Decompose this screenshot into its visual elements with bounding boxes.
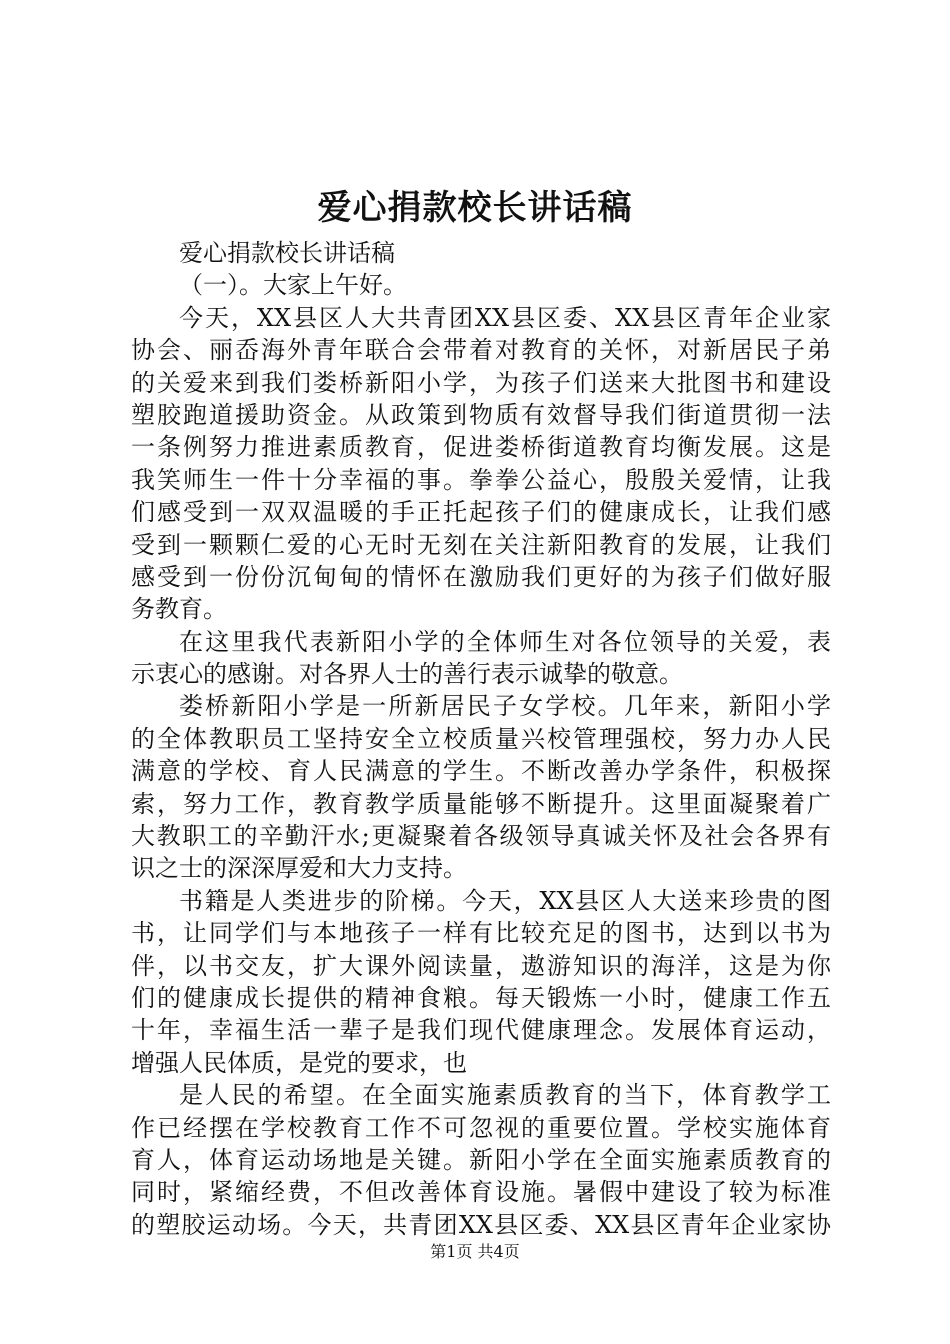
text-line: 同时，紧缩经费，不但改善体育设施。暑假中建设了较为标准	[131, 1178, 831, 1207]
text-line: 今天，XX县区人大共青团XX县区委、XX县区青年企业家	[179, 303, 831, 332]
text-line: 一条例努力推进素质教育，促进娄桥街道教育均衡发展。这是	[131, 433, 831, 462]
text-line: 增强人民体质，是党的要求，也	[131, 1048, 467, 1077]
text-line: 满意的学校、育人民满意的学生。不断改善办学条件，积极探	[131, 757, 831, 786]
text-line: 十年，幸福生活一辈子是我们现代健康理念。发展体育运动，	[131, 1016, 831, 1045]
text-line: 是人民的希望。在全面实施素质教育的当下，体育教学工	[179, 1081, 831, 1110]
text-line: 爱心捐款校长讲话稿	[179, 239, 395, 267]
text-line: 娄桥新阳小学是一所新居民子女学校。几年来，新阳小学	[179, 692, 831, 721]
text-line: 识之士的深深厚爱和大力支持。	[131, 854, 467, 883]
page-title: 爱心捐款校长讲话稿	[317, 188, 633, 228]
text-line: 书，让同学们与本地孩子一样有比较充足的图书，达到以书为	[131, 919, 831, 948]
text-line: 作已经摆在学校教育工作不可忽视的重要位置。学校实施体育	[131, 1113, 831, 1142]
text-line: 大教职工的辛勤汗水;更凝聚着各级领导真诚关怀及社会各界有	[131, 822, 831, 851]
text-line: 在这里我代表新阳小学的全体师生对各位领导的关爱，表	[179, 627, 831, 656]
text-line: 书籍是人类进步的阶梯。今天，XX县区人大送来珍贵的图	[179, 886, 831, 915]
text-line: （一）。大家上午好。	[179, 271, 407, 300]
text-line: 示衷心的感谢。对各界人士的善行表示诚挚的敬意。	[131, 660, 683, 689]
text-line: 协会、丽岙海外青年联合会带着对教育的关怀，对新居民子弟	[131, 336, 831, 365]
text-line: 伴，以书交友，扩大课外阅读量，遨游知识的海洋，这是为你	[131, 951, 831, 980]
text-line: 我笑师生一件十分幸福的事。拳拳公益心，殷殷关爱情，让我	[131, 465, 831, 494]
document-body	[131, 237, 831, 1241]
text-line: 塑胶跑道援助资金。从政策到物质有效督导我们街道贯彻一法	[131, 400, 831, 429]
page-footer: 第1页 共4页	[430, 1242, 520, 1261]
text-line: 索，努力工作，教育教学质量能够不断提升。这里面凝聚着广	[131, 789, 831, 818]
text-line: 育人，体育运动场地是关键。新阳小学在全面实施素质教育的	[131, 1145, 831, 1174]
text-line: 们的健康成长提供的精神食粮。每天锻炼一小时，健康工作五	[131, 983, 831, 1012]
text-line: 的塑胶运动场。今天，共青团XX县区委、XX县区青年企业家协	[131, 1210, 831, 1239]
text-line: 的全体教职员工坚持安全立校质量兴校管理强校，努力办人民	[131, 724, 831, 753]
text-line: 感受到一份份沉甸甸的情怀在激励我们更好的为孩子们做好服	[131, 562, 831, 591]
text-line: 务教育。	[131, 595, 227, 624]
text-line: 们感受到一双双温暖的手正托起孩子们的健康成长，让我们感	[131, 498, 831, 527]
text-line: 受到一颗颗仁爱的心无时无刻在关注新阳教育的发展，让我们	[131, 530, 831, 559]
text-line: 的关爱来到我们娄桥新阳小学，为孩子们送来大批图书和建设	[131, 368, 831, 397]
